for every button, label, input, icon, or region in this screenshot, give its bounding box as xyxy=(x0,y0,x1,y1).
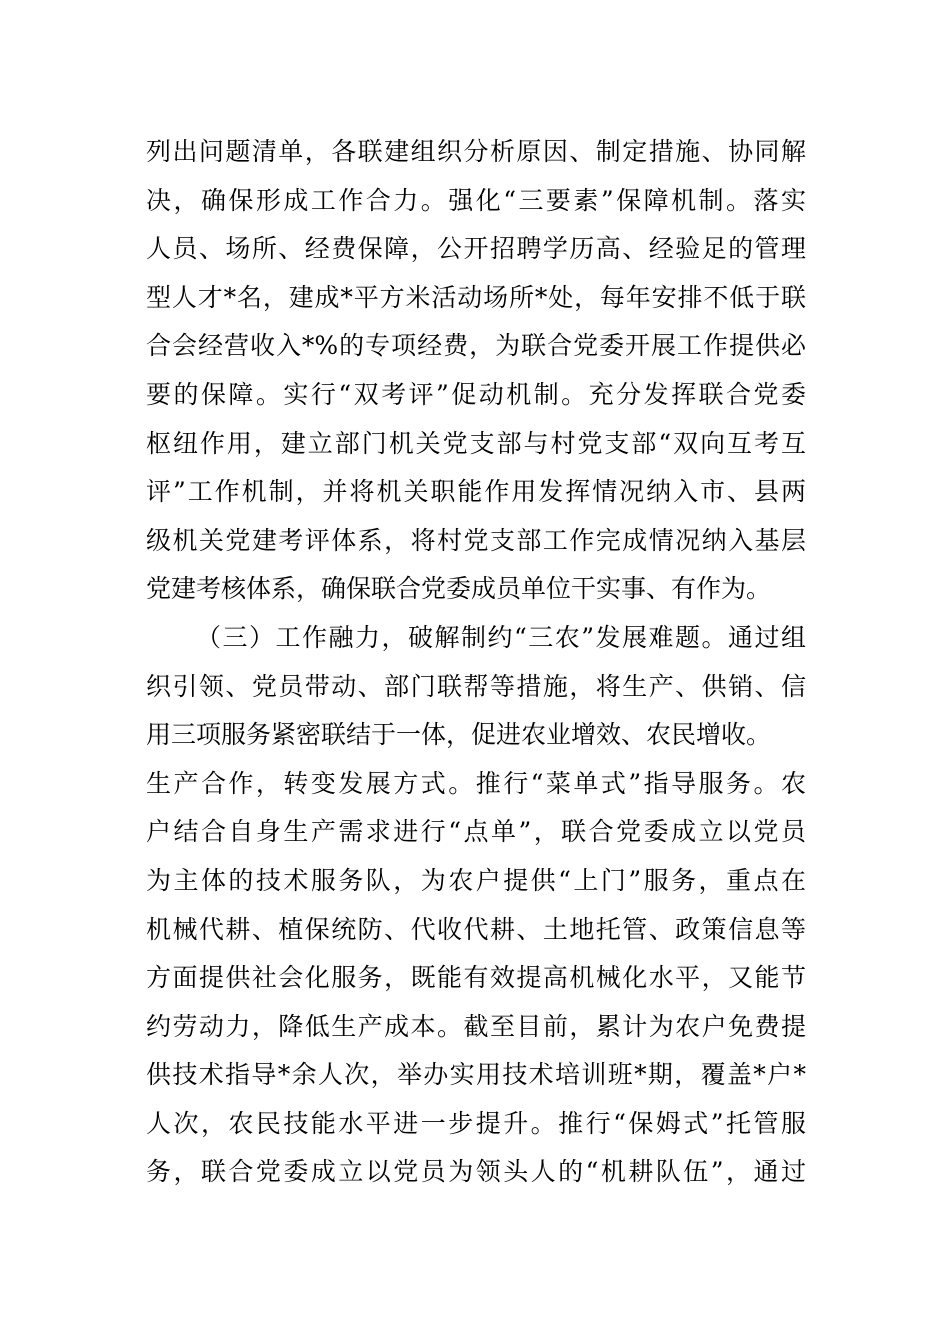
text-line: 评”工作机制，并将机关职能作用发挥情况纳入市、县两 xyxy=(146,477,806,507)
text-line: 供技术指导*余人次，举办实用技术培训班*期，覆盖*户* xyxy=(146,1060,806,1090)
text-line: 党建考核体系，确保联合党委成员单位干实事、有作为。 xyxy=(146,574,772,604)
body-text xyxy=(146,128,806,1197)
text-line: 织引领、党员带动、部门联帮等措施，将生产、供销、信 xyxy=(146,671,806,701)
text-line: 级机关党建考评体系，将村党支部工作完成情况纳入基层 xyxy=(146,525,806,555)
text-line: 决，确保形成工作合力。强化“三要素”保障机制。落实 xyxy=(146,185,806,215)
text-line: 要的保障。实行“双考评”促动机制。充分发挥联合党委 xyxy=(146,379,806,409)
text-line: 人次，农民技能水平进一步提升。推行“保姆式”托管服 xyxy=(146,1108,806,1138)
text-line: 型人才*名，建成*平方米活动场所*处，每年安排不低于联 xyxy=(146,282,806,312)
text-line: 枢纽作用，建立部门机关党支部与村党支部“双向互考互 xyxy=(146,428,806,458)
text-line: 机械代耕、植保统防、代收代耕、土地托管、政策信息等 xyxy=(146,914,806,944)
text-line: 为主体的技术服务队，为农户提供“上门”服务，重点在 xyxy=(146,865,806,895)
text-line: 务，联合党委成立以党员为领头人的“机耕队伍”，通过 xyxy=(146,1157,806,1187)
text-line: 方面提供社会化服务，既能有效提高机械化水平，又能节 xyxy=(146,963,806,993)
text-line: 约劳动力，降低生产成本。截至目前，累计为农户免费提 xyxy=(146,1011,806,1041)
text-line: 生产合作，转变发展方式。推行“菜单式”指导服务。农 xyxy=(146,768,806,798)
section-heading-line: （三）工作融力，破解制约“三农”发展难题。通过组 xyxy=(196,622,806,652)
text-line: 合会经营收入*%的专项经费，为联合党委开展工作提供必 xyxy=(146,331,806,361)
text-line: 人员、场所、经费保障，公开招聘学历高、经验足的管理 xyxy=(146,234,806,264)
text-line: 户结合自身生产需求进行“点单”，联合党委成立以党员 xyxy=(146,817,806,847)
text-line: 列出问题清单，各联建组织分析原因、制定措施、协同解 xyxy=(146,137,806,166)
text-line: 用三项服务紧密联结于一体，促进农业增效、农民增收。 xyxy=(146,720,772,750)
